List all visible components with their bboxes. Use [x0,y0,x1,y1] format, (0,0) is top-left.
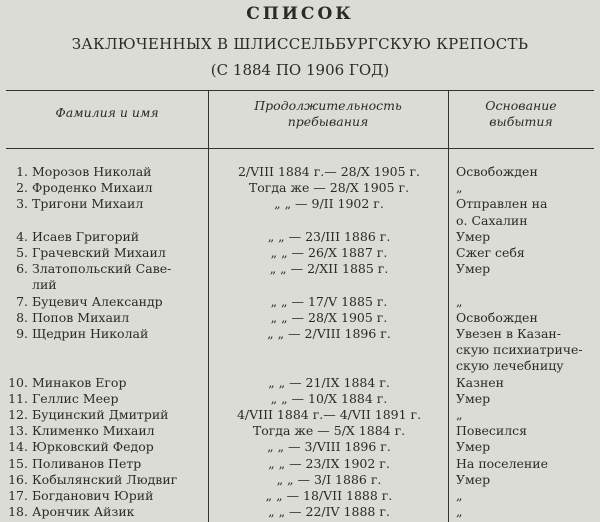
header-reason-line1: Основание [485,98,557,113]
row-period: „ „ — 26/X 1887 г. [270,245,388,260]
row-name: Юрковский Федор [32,439,154,455]
row-reason: скую психиатриче- [456,342,583,358]
row-number: 7. [16,293,28,309]
table-top-rule [6,90,594,91]
row-reason: Умер [456,261,491,277]
row-period: „ „ — 3/I 1886 г. [276,471,382,487]
row-number: 15. [8,455,28,471]
row-number: 13. [8,423,28,439]
row-period: 4/VIII 1884 г.— 4/VII 1891 г. [236,407,422,422]
row-name: Минаков Егор [32,374,127,390]
row-name: Исаев Григорий [32,228,140,244]
row-number: 17. [8,488,28,503]
header-duration-line1: Продолжительность [254,98,402,113]
row-number: 3. [16,196,28,212]
row-name: Клименко Михаил [32,423,155,439]
document-subtitle: ЗАКЛЮЧЕННЫХ В ШЛИССЕЛЬБУРГСКУЮ КРЕПОСТЬ [71,35,529,53]
row-number: 4. [16,228,28,244]
row-reason: „ [456,293,463,309]
row-number: 18. [8,504,28,520]
row-number: 5. [16,245,28,260]
row-period: „ „ — 17/V 1885 г. [270,293,388,309]
row-name: Фроденко Михаил [32,180,153,196]
row-number: 14. [8,439,28,455]
header-reason-line2: выбытия [489,114,553,129]
row-number: 10. [8,374,28,390]
row-name: Морозов Николай [32,164,152,179]
row-name: Попов Михаил [32,309,130,325]
row-number: 16. [8,471,28,487]
row-name: лий [32,277,57,293]
row-reason: Сжег себя [456,245,525,260]
row-name: Буцевич Александр [32,293,163,309]
row-reason: „ [456,407,463,422]
row-period: Тогда же — 28/X 1905 г. [248,180,410,196]
row-period: „ „ — 3/VIII 1896 г. [267,439,391,455]
row-reason: Повесился [456,423,528,439]
row-name: Тригони Михаил [32,196,144,212]
row-name: Щедрин Николай [32,326,149,341]
row-name: Златопольский Саве- [32,261,172,277]
header-bottom-rule [6,148,594,149]
row-name: Богданович Юрий [32,488,154,503]
row-reason: На поселение [456,455,548,471]
row-period: „ „ — 22/IV 1888 г. [268,504,390,520]
row-number: 12. [8,407,28,422]
row-name: Поливанов Петр [32,455,142,471]
row-reason: Умер [456,390,491,406]
row-number: 9. [16,326,28,341]
row-period: „ „ — 2/VIII 1896 г. [267,326,391,341]
row-number: 6. [16,261,28,277]
row-reason: Увезен в Казан- [456,326,561,341]
column-divider-2 [448,90,449,522]
row-reason: Освобожден [456,309,538,325]
row-number: 8. [16,309,28,325]
row-number: 2. [16,180,28,196]
row-period: „ „ — 28/X 1905 г. [270,309,388,325]
row-period: „ „ — 10/X 1884 г. [270,390,388,406]
row-reason: Освобожден [456,164,538,179]
row-name: Грачевский Михаил [32,245,166,260]
row-number: 11. [8,390,28,406]
row-period: „ „ — 23/IX 1902 г. [268,455,390,471]
row-reason: о. Сахалин [456,212,528,228]
row-reason: Умер [456,439,491,455]
column-divider-1 [208,90,209,522]
row-reason: скую лечебницу [456,358,564,374]
row-period: 2/VIII 1884 г.— 28/X 1905 г. [237,164,421,179]
header-reason [448,98,594,130]
row-name: Геллис Меер [32,390,119,406]
header-name: Фамилия и имя [55,105,159,120]
row-number: 1. [16,164,28,179]
header-duration [208,98,448,130]
row-period: „ „ — 9/II 1902 г. [274,196,384,212]
document-title: СПИСОК [246,4,354,24]
row-reason: „ [456,488,463,503]
row-period: Тогда же — 5/X 1884 г. [252,423,406,439]
row-period: „ „ — 18/VII 1888 г. [265,488,393,503]
row-reason: Умер [456,471,491,487]
row-reason: „ [456,180,463,196]
header-duration-line2: пребывания [287,114,369,129]
row-reason: Отправлен на [456,196,548,212]
row-reason: „ [456,504,463,520]
row-name: Буцинский Дмитрий [32,407,169,422]
row-period: „ „ — 21/IX 1884 г. [268,374,390,390]
row-reason: Умер [456,228,491,244]
row-name: Арончик Айзик [32,504,135,520]
row-name: Кобылянский Людвиг [32,471,178,487]
row-period: „ „ — 2/XII 1885 г. [269,261,389,277]
document-period-range: (С 1884 ПО 1906 ГОД) [210,61,390,79]
row-reason: Казнен [456,374,505,390]
row-period: „ „ — 23/III 1886 г. [267,228,391,244]
